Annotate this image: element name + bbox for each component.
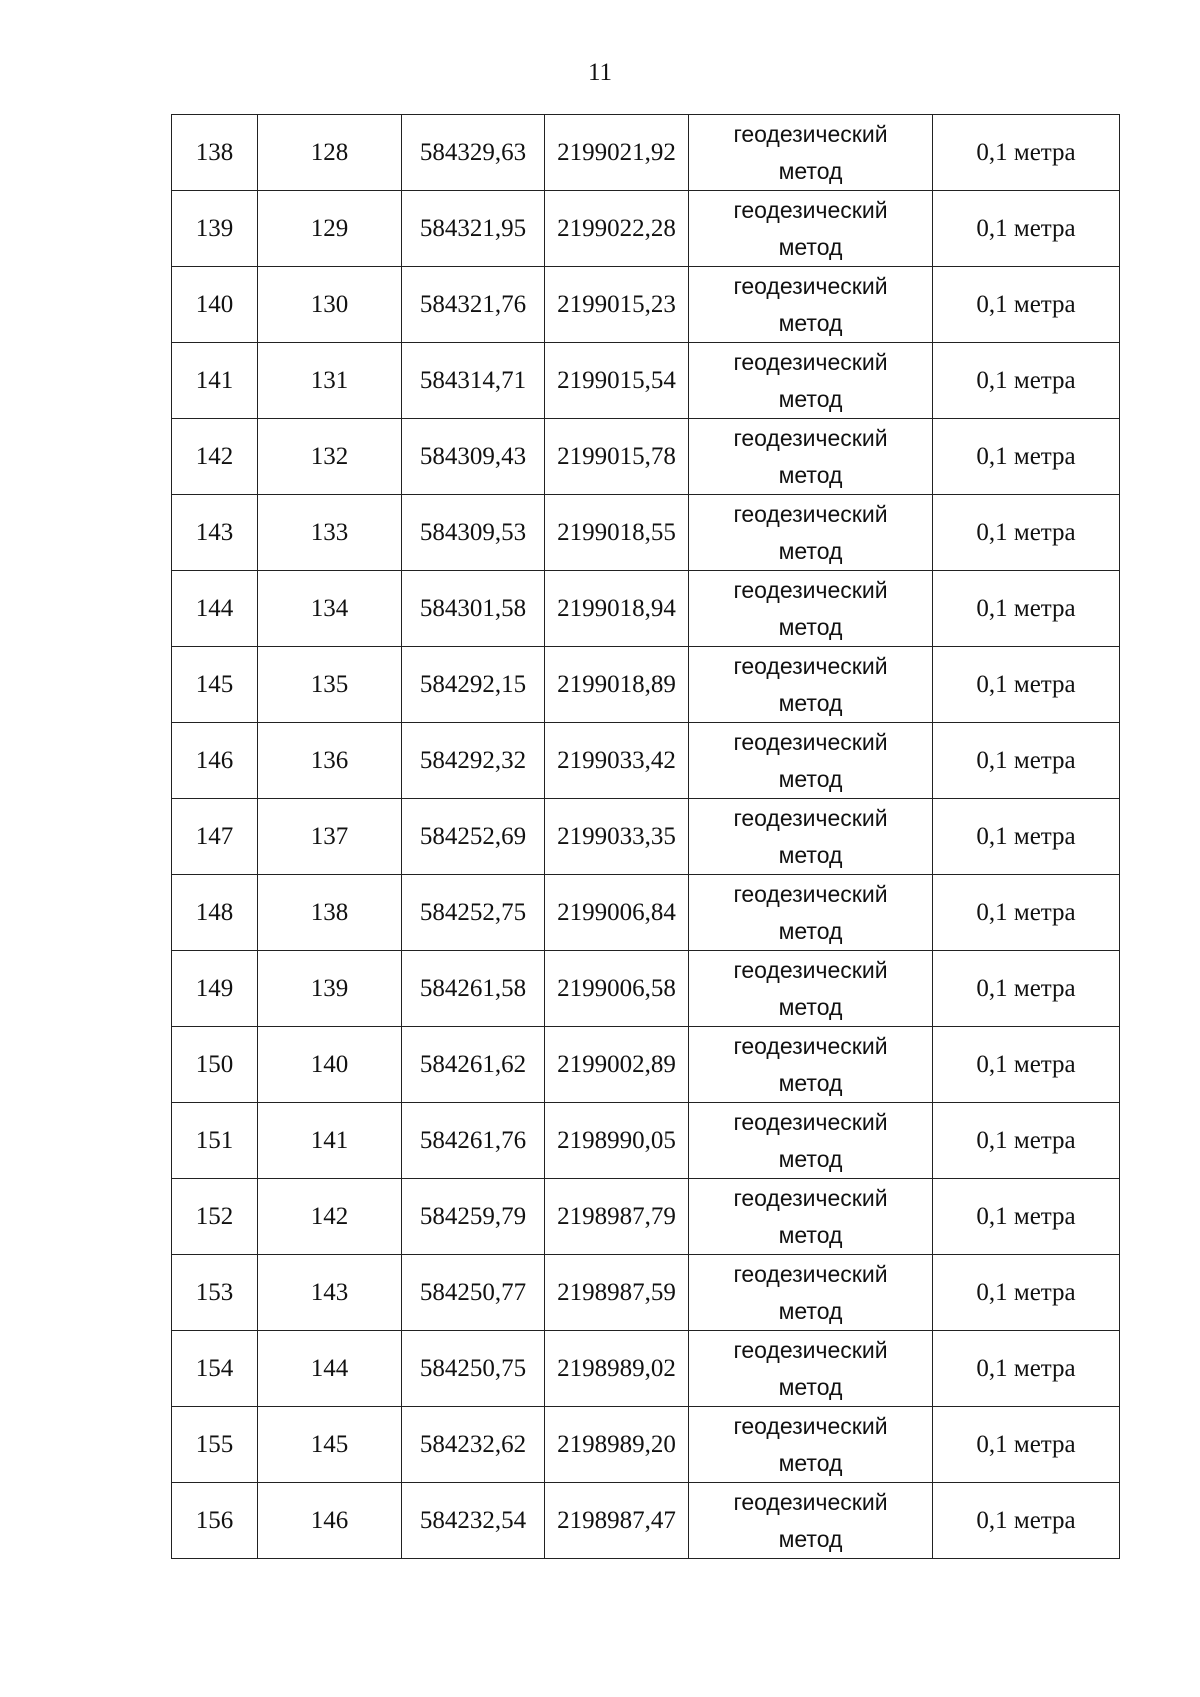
accuracy-cell: 0,1 метра (933, 1027, 1120, 1103)
row-number-cell: 138 (172, 115, 258, 191)
table-row (172, 1407, 1120, 1483)
method-cell (689, 1331, 933, 1407)
y-coordinate-cell: 2198987,79 (545, 1179, 689, 1255)
row-number-cell: 139 (172, 191, 258, 267)
method-cell (689, 419, 933, 495)
row-number-cell: 141 (172, 343, 258, 419)
row-number-cell: 144 (172, 571, 258, 647)
y-coordinate-cell: 2199021,92 (545, 115, 689, 191)
y-coordinate-cell: 2199022,28 (545, 191, 689, 267)
row-number-cell: 148 (172, 875, 258, 951)
table-row (172, 723, 1120, 799)
x-coordinate-cell: 584259,79 (402, 1179, 545, 1255)
point-number-cell: 145 (258, 1407, 402, 1483)
row-number-cell: 150 (172, 1027, 258, 1103)
point-number-cell: 133 (258, 495, 402, 571)
method-cell (689, 1027, 933, 1103)
method-line-1: геодезический (733, 348, 888, 375)
x-coordinate-cell: 584252,69 (402, 799, 545, 875)
point-number-cell: 128 (258, 115, 402, 191)
method-line-2: метод (778, 537, 843, 564)
point-number-cell: 143 (258, 1255, 402, 1331)
y-coordinate-cell: 2198987,47 (545, 1483, 689, 1559)
y-coordinate-cell: 2199006,84 (545, 875, 689, 951)
y-coordinate-cell: 2199002,89 (545, 1027, 689, 1103)
table-row (172, 267, 1120, 343)
x-coordinate-cell: 584314,71 (402, 343, 545, 419)
method-line-2: метод (778, 233, 843, 260)
x-coordinate-cell: 584250,77 (402, 1255, 545, 1331)
x-coordinate-cell: 584329,63 (402, 115, 545, 191)
point-number-cell: 136 (258, 723, 402, 799)
method-line-1: геодезический (733, 1488, 888, 1515)
y-coordinate-cell: 2199015,54 (545, 343, 689, 419)
method-line-2: метод (778, 461, 843, 488)
x-coordinate-cell: 584232,54 (402, 1483, 545, 1559)
method-line-2: метод (778, 841, 843, 868)
table-row (172, 191, 1120, 267)
method-cell (689, 799, 933, 875)
table-row (172, 1483, 1120, 1559)
x-coordinate-cell: 584261,58 (402, 951, 545, 1027)
x-coordinate-cell: 584261,62 (402, 1027, 545, 1103)
point-number-cell: 129 (258, 191, 402, 267)
method-line-2: метод (778, 309, 843, 336)
y-coordinate-cell: 2199018,89 (545, 647, 689, 723)
table-row (172, 343, 1120, 419)
accuracy-cell: 0,1 метра (933, 1255, 1120, 1331)
y-coordinate-cell: 2199015,23 (545, 267, 689, 343)
row-number-cell: 147 (172, 799, 258, 875)
method-line-2: метод (778, 765, 843, 792)
method-line-1: геодезический (733, 1260, 888, 1287)
table-row (172, 419, 1120, 495)
point-number-cell: 144 (258, 1331, 402, 1407)
point-number-cell: 142 (258, 1179, 402, 1255)
accuracy-cell: 0,1 метра (933, 1483, 1120, 1559)
method-cell (689, 1407, 933, 1483)
y-coordinate-cell: 2199018,94 (545, 571, 689, 647)
method-line-2: метод (778, 689, 843, 716)
method-cell (689, 115, 933, 191)
y-coordinate-cell: 2198989,02 (545, 1331, 689, 1407)
y-coordinate-cell: 2198987,59 (545, 1255, 689, 1331)
point-number-cell: 141 (258, 1103, 402, 1179)
method-cell (689, 495, 933, 571)
method-line-2: метод (778, 613, 843, 640)
point-number-cell: 137 (258, 799, 402, 875)
table-row (172, 495, 1120, 571)
method-line-1: геодезический (733, 120, 888, 147)
table-row (172, 1103, 1120, 1179)
method-cell (689, 191, 933, 267)
point-number-cell: 138 (258, 875, 402, 951)
accuracy-cell: 0,1 метра (933, 571, 1120, 647)
accuracy-cell: 0,1 метра (933, 1407, 1120, 1483)
method-line-2: метод (778, 993, 843, 1020)
method-line-2: метод (778, 1145, 843, 1172)
row-number-cell: 143 (172, 495, 258, 571)
x-coordinate-cell: 584309,53 (402, 495, 545, 571)
y-coordinate-cell: 2198990,05 (545, 1103, 689, 1179)
row-number-cell: 142 (172, 419, 258, 495)
method-line-1: геодезический (733, 956, 888, 983)
table-row (172, 1179, 1120, 1255)
accuracy-cell: 0,1 метра (933, 647, 1120, 723)
x-coordinate-cell: 584321,76 (402, 267, 545, 343)
method-line-1: геодезический (733, 652, 888, 679)
method-line-2: метод (778, 1221, 843, 1248)
accuracy-cell: 0,1 метра (933, 495, 1120, 571)
method-cell (689, 647, 933, 723)
accuracy-cell: 0,1 метра (933, 191, 1120, 267)
method-line-1: геодезический (733, 804, 888, 831)
accuracy-cell: 0,1 метра (933, 115, 1120, 191)
method-line-1: геодезический (733, 880, 888, 907)
point-number-cell: 134 (258, 571, 402, 647)
table-row (172, 115, 1120, 191)
method-line-2: метод (778, 1449, 843, 1476)
x-coordinate-cell: 584292,32 (402, 723, 545, 799)
row-number-cell: 153 (172, 1255, 258, 1331)
row-number-cell: 155 (172, 1407, 258, 1483)
accuracy-cell: 0,1 метра (933, 723, 1120, 799)
table-row (172, 799, 1120, 875)
accuracy-cell: 0,1 метра (933, 1103, 1120, 1179)
row-number-cell: 145 (172, 647, 258, 723)
method-cell (689, 1103, 933, 1179)
method-cell (689, 875, 933, 951)
accuracy-cell: 0,1 метра (933, 1331, 1120, 1407)
y-coordinate-cell: 2199033,35 (545, 799, 689, 875)
accuracy-cell: 0,1 метра (933, 875, 1120, 951)
row-number-cell: 154 (172, 1331, 258, 1407)
method-line-2: метод (778, 157, 843, 184)
method-cell (689, 1179, 933, 1255)
table-row (172, 571, 1120, 647)
method-line-1: геодезический (733, 196, 888, 223)
method-cell (689, 1255, 933, 1331)
method-cell (689, 1483, 933, 1559)
point-number-cell: 140 (258, 1027, 402, 1103)
method-cell (689, 951, 933, 1027)
method-line-2: метод (778, 1525, 843, 1552)
row-number-cell: 151 (172, 1103, 258, 1179)
point-number-cell: 130 (258, 267, 402, 343)
row-number-cell: 146 (172, 723, 258, 799)
table-row (172, 647, 1120, 723)
x-coordinate-cell: 584250,75 (402, 1331, 545, 1407)
coordinates-table (171, 114, 1120, 1559)
method-line-1: геодезический (733, 1412, 888, 1439)
y-coordinate-cell: 2199006,58 (545, 951, 689, 1027)
method-cell (689, 571, 933, 647)
point-number-cell: 135 (258, 647, 402, 723)
x-coordinate-cell: 584252,75 (402, 875, 545, 951)
method-line-1: геодезический (733, 576, 888, 603)
method-line-1: геодезический (733, 1184, 888, 1211)
method-line-1: геодезический (733, 1032, 888, 1059)
method-line-1: геодезический (733, 272, 888, 299)
row-number-cell: 140 (172, 267, 258, 343)
table-row (172, 875, 1120, 951)
coordinates-table-body (172, 115, 1120, 1559)
table-row (172, 1331, 1120, 1407)
method-line-2: метод (778, 1373, 843, 1400)
point-number-cell: 139 (258, 951, 402, 1027)
accuracy-cell: 0,1 метра (933, 951, 1120, 1027)
x-coordinate-cell: 584261,76 (402, 1103, 545, 1179)
x-coordinate-cell: 584321,95 (402, 191, 545, 267)
method-line-1: геодезический (733, 1336, 888, 1363)
row-number-cell: 149 (172, 951, 258, 1027)
method-cell (689, 723, 933, 799)
accuracy-cell: 0,1 метра (933, 267, 1120, 343)
table-row (172, 1255, 1120, 1331)
point-number-cell: 146 (258, 1483, 402, 1559)
point-number-cell: 131 (258, 343, 402, 419)
row-number-cell: 156 (172, 1483, 258, 1559)
table-row (172, 1027, 1120, 1103)
method-line-2: метод (778, 917, 843, 944)
method-line-2: метод (778, 1069, 843, 1096)
method-line-2: метод (778, 1297, 843, 1324)
method-line-1: геодезический (733, 500, 888, 527)
y-coordinate-cell: 2199018,55 (545, 495, 689, 571)
method-cell (689, 343, 933, 419)
method-line-2: метод (778, 385, 843, 412)
method-line-1: геодезический (733, 424, 888, 451)
x-coordinate-cell: 584301,58 (402, 571, 545, 647)
method-line-1: геодезический (733, 1108, 888, 1135)
accuracy-cell: 0,1 метра (933, 799, 1120, 875)
page-number: 11 (587, 59, 613, 86)
accuracy-cell: 0,1 метра (933, 1179, 1120, 1255)
row-number-cell: 152 (172, 1179, 258, 1255)
accuracy-cell: 0,1 метра (933, 419, 1120, 495)
y-coordinate-cell: 2199033,42 (545, 723, 689, 799)
method-line-1: геодезический (733, 728, 888, 755)
method-cell (689, 267, 933, 343)
accuracy-cell: 0,1 метра (933, 343, 1120, 419)
y-coordinate-cell: 2198989,20 (545, 1407, 689, 1483)
point-number-cell: 132 (258, 419, 402, 495)
x-coordinate-cell: 584232,62 (402, 1407, 545, 1483)
x-coordinate-cell: 584309,43 (402, 419, 545, 495)
x-coordinate-cell: 584292,15 (402, 647, 545, 723)
table-row (172, 951, 1120, 1027)
y-coordinate-cell: 2199015,78 (545, 419, 689, 495)
